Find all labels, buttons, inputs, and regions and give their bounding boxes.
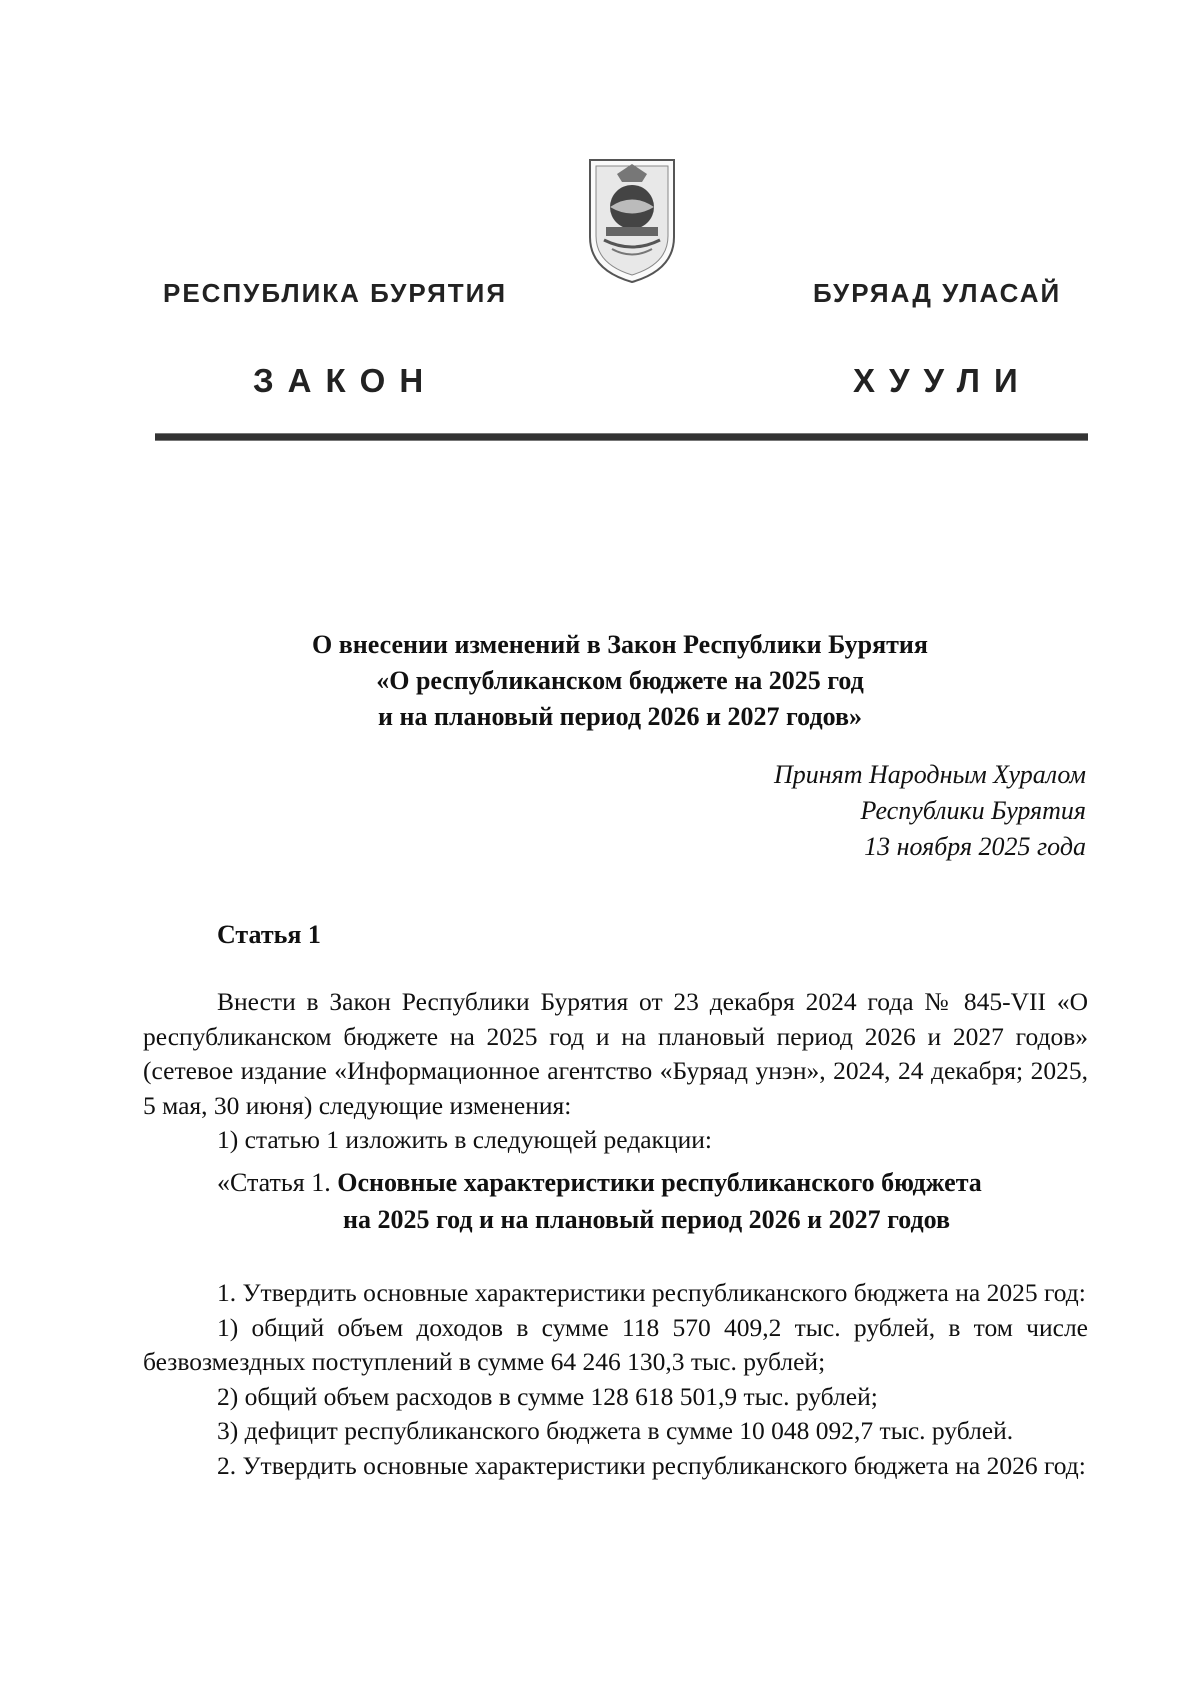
header-republic-bua: БУРЯАД УЛАСАЙ	[813, 278, 1062, 308]
amended-article-prefix: «Статья 1.	[217, 1168, 331, 1197]
paragraph-1-item-2: 2) общий объем расходов в сумме 128 618 501,9 тыс. рублей;	[217, 1381, 878, 1411]
adoption-line-2: Республики Бурятия	[860, 796, 1086, 825]
paragraph-1-item-3: 3) дефицит республиканского бюджета в сумме 10 048 092,7 тыс. рублей.	[217, 1416, 1014, 1445]
adoption-note	[774, 757, 1086, 865]
coat-of-arms-icon	[582, 152, 682, 287]
amended-article-heading	[217, 1164, 1097, 1238]
article-item-1: 1) статью 1 изложить в следующей редакции:	[217, 1125, 712, 1154]
title-line-3: и на плановый период 2026 и 2027 годов»	[378, 702, 862, 731]
title-line-1: О внесении изменений в Закон Республики Бурятия	[312, 630, 928, 659]
amended-article-title-2: на 2025 год и на плановый период 2026 и 2027 годов	[343, 1205, 951, 1234]
adoption-date: 13 ноября 2025 года	[864, 832, 1086, 861]
header-law-bua: ХУУЛИ	[853, 362, 1032, 399]
document-title	[150, 627, 1090, 735]
header-law-ru: ЗАКОН	[253, 362, 438, 399]
title-line-2: «О республиканском бюджете на 2025 год	[376, 666, 864, 695]
amended-article-title-1: Основные характеристики республиканского бюджета	[337, 1168, 982, 1197]
paragraph-2: 2. Утвердить основные характеристики республиканского бюджета на 2026 год:	[217, 1450, 1086, 1480]
amended-article-body	[143, 1276, 1088, 1483]
paragraph-1: 1. Утвердить основные характеристики республиканского бюджета на 2025 год:	[217, 1278, 1086, 1307]
adoption-line-1: Принят Народным Хуралом	[773, 760, 1086, 789]
article-intro: Внести в Закон Республики Бурятия от 23 декабря 2024 года № 845-VII «О республиканском бюджете на 2025 год и на плановый период 2026 и 2027 годов» (сетевое издание «Информационное агентство «Буряад унэн», 2024, 24 декабря; 2025, 5 мая, 30 июня) следующие изменения:	[143, 987, 1088, 1120]
header-republic-ru: РЕСПУБЛИКА БУРЯТИЯ	[163, 278, 508, 308]
article-intro-block	[143, 985, 1088, 1158]
header-divider	[155, 433, 1088, 441]
paragraph-1-item-1: 1) общий объем доходов в сумме 118 570 409,2 тыс. рублей, в том числе безвозмездных поступлений в сумме 64 246 130,3 тыс. рублей;	[143, 1312, 1088, 1376]
article-heading: Статья 1	[217, 920, 321, 949]
